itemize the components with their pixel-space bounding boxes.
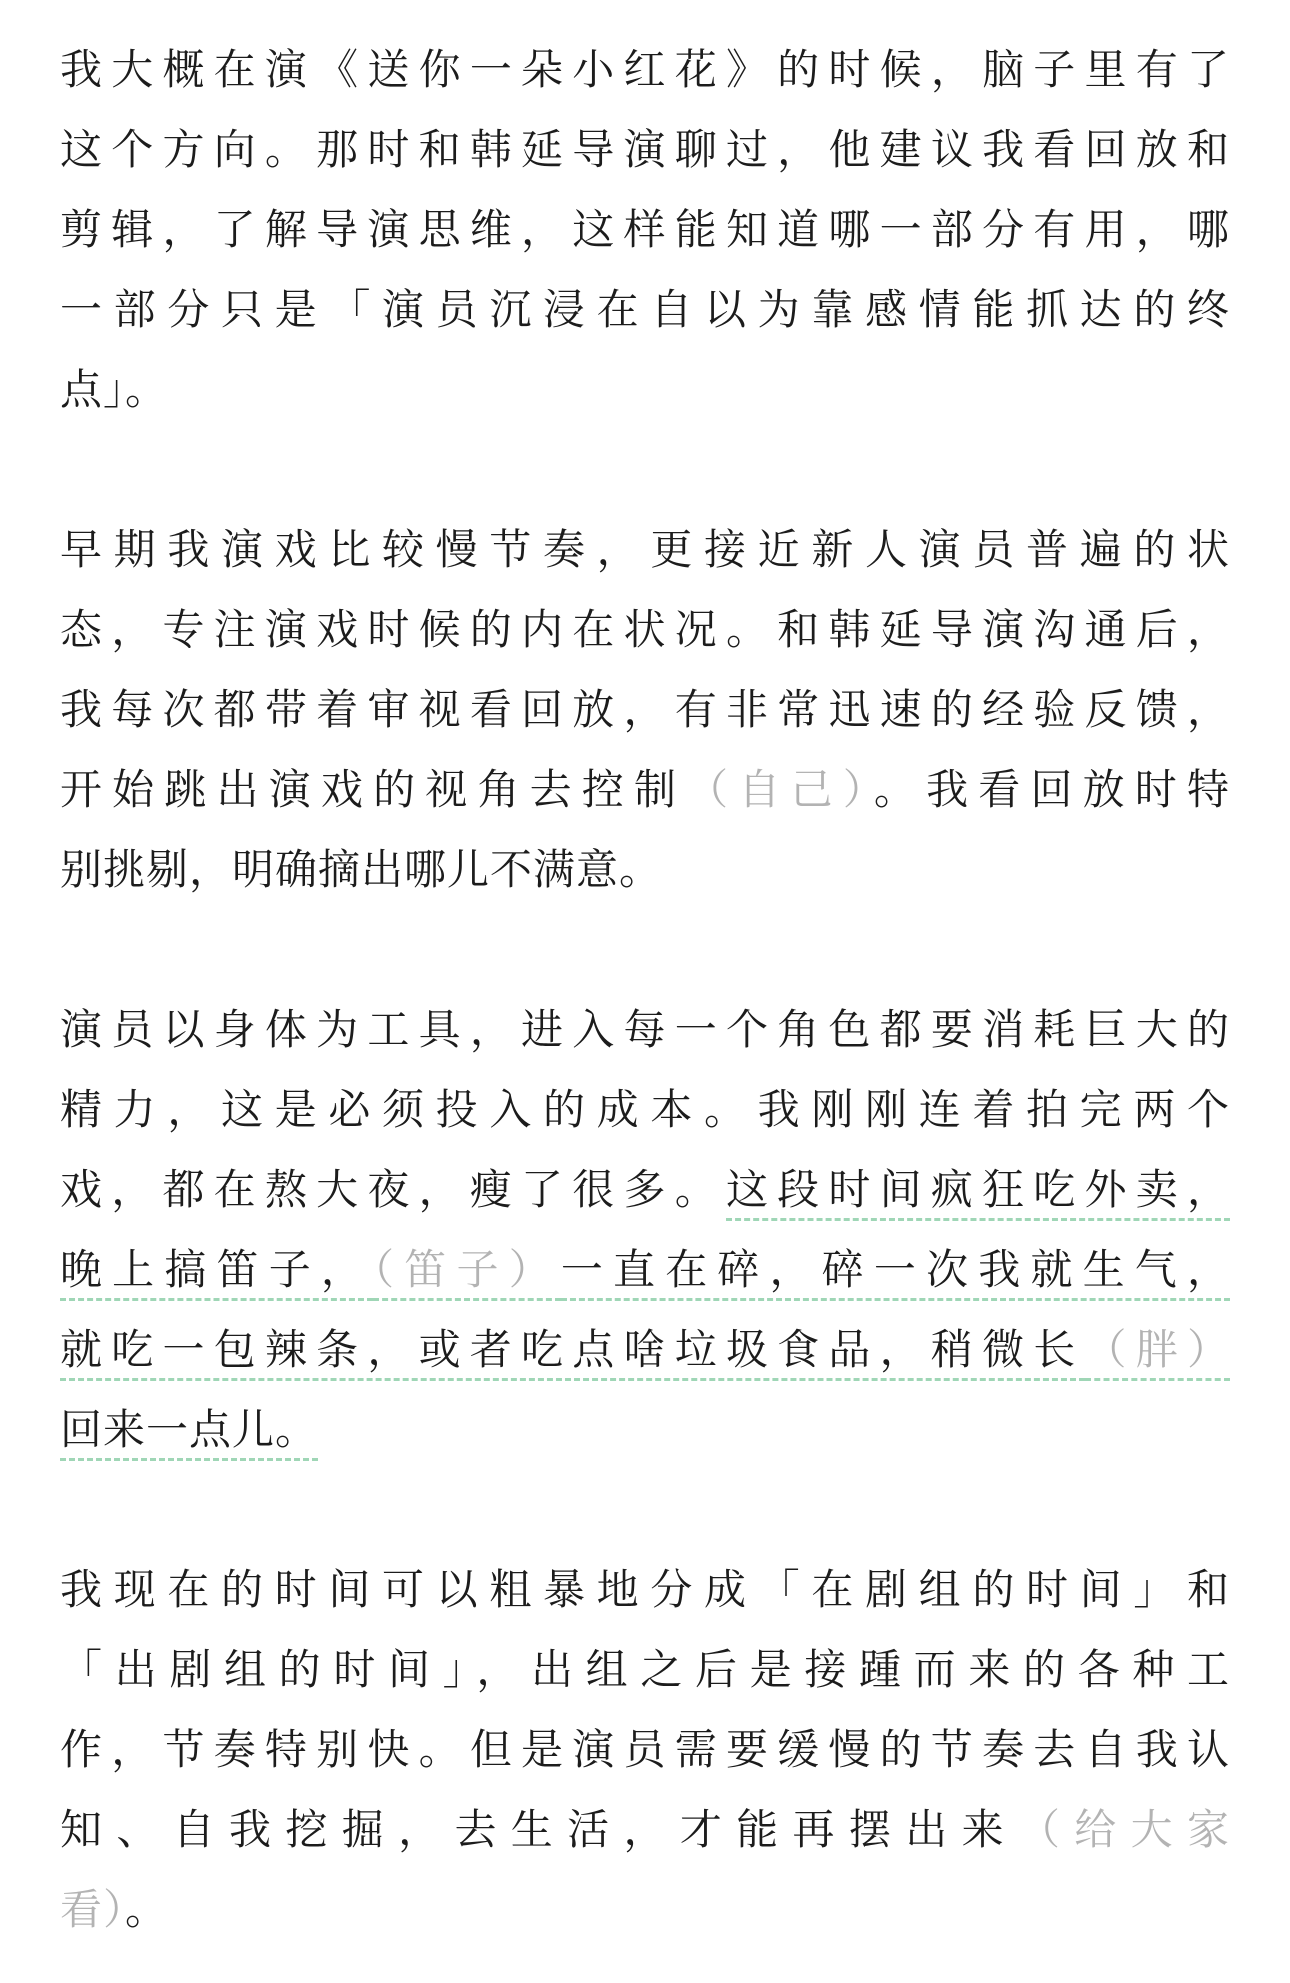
text-segment: 开始跳出演戏的视角去控制 (60, 765, 687, 814)
text-segment: 戏，都在熬大夜，瘦了很多。 (60, 1165, 726, 1214)
text-line (60, 1390, 1230, 1470)
text-line: 态，专注演戏时候的内在状况。和韩延导演沟通后， (60, 605, 1230, 654)
text-line (60, 1230, 1230, 1310)
text-line: 这个方向。那时和韩延导演聊过，他建议我看回放和 (60, 125, 1230, 174)
text-line (60, 1310, 1230, 1390)
text-line (60, 750, 1230, 830)
text-segment: 。我看回放时特 (873, 765, 1230, 814)
paragraph (60, 990, 1230, 1470)
highlighted-text: 回来一点儿。 (60, 1405, 318, 1461)
paragraph (60, 510, 1230, 910)
article-body (60, 30, 1230, 1950)
aside-note: （胖） (1085, 1325, 1230, 1381)
aside-note: （笛子） (373, 1245, 561, 1301)
text-line: 剪辑，了解导演思维，这样能知道哪一部分有用，哪 (60, 205, 1230, 254)
text-line: 我大概在演《送你一朵小红花》的时候，脑子里有了 (60, 45, 1230, 94)
paragraph-spacer (60, 910, 1230, 990)
text-line: 一部分只是「演员沉浸在自以为靠感情能抓达的终 (60, 285, 1230, 334)
text-segment: 知、自我挖掘，去生活，才能再摆出来 (60, 1805, 1018, 1854)
paragraph-spacer (60, 430, 1230, 510)
text-line: 别挑剔，明确摘出哪儿不满意。 (60, 845, 663, 894)
aside-note: （自己） (686, 765, 874, 814)
text-line (60, 1870, 1230, 1950)
text-line: 我每次都带着审视看回放，有非常迅速的经验反馈， (60, 685, 1230, 734)
text-line: 演员以身体为工具，进入每一个角色都要消耗巨大的 (60, 1005, 1230, 1054)
aside-note: （给大家 (1017, 1805, 1230, 1854)
highlighted-text: 晚上搞笛子， (60, 1245, 373, 1301)
highlighted-text: 就吃一包辣条，或者吃点啥垃圾食品，稍微长 (60, 1325, 1085, 1381)
text-line: 精力，这是必须投入的成本。我刚刚连着拍完两个 (60, 1085, 1230, 1134)
paragraph-spacer (60, 1470, 1230, 1550)
text-line: 我现在的时间可以粗暴地分成「在剧组的时间」和 (60, 1565, 1230, 1614)
text-line (60, 1150, 1230, 1230)
highlighted-text: 一直在碎，碎一次我就生气， (561, 1245, 1230, 1301)
text-line: 早期我演戏比较慢节奏，更接近新人演员普遍的状 (60, 525, 1230, 574)
paragraph (60, 30, 1230, 430)
paragraph (60, 1550, 1230, 1950)
text-line: 作，节奏特别快。但是演员需要缓慢的节奏去自我认 (60, 1725, 1230, 1774)
highlighted-text: 这段时间疯狂吃外卖， (726, 1165, 1230, 1221)
text-segment: 。 (125, 1885, 169, 1934)
text-line: 点」。 (60, 365, 169, 414)
text-line (60, 1790, 1230, 1870)
text-line: 「出剧组的时间」，出组之后是接踵而来的各种工 (60, 1645, 1230, 1694)
aside-note: 看） (60, 1885, 126, 1934)
